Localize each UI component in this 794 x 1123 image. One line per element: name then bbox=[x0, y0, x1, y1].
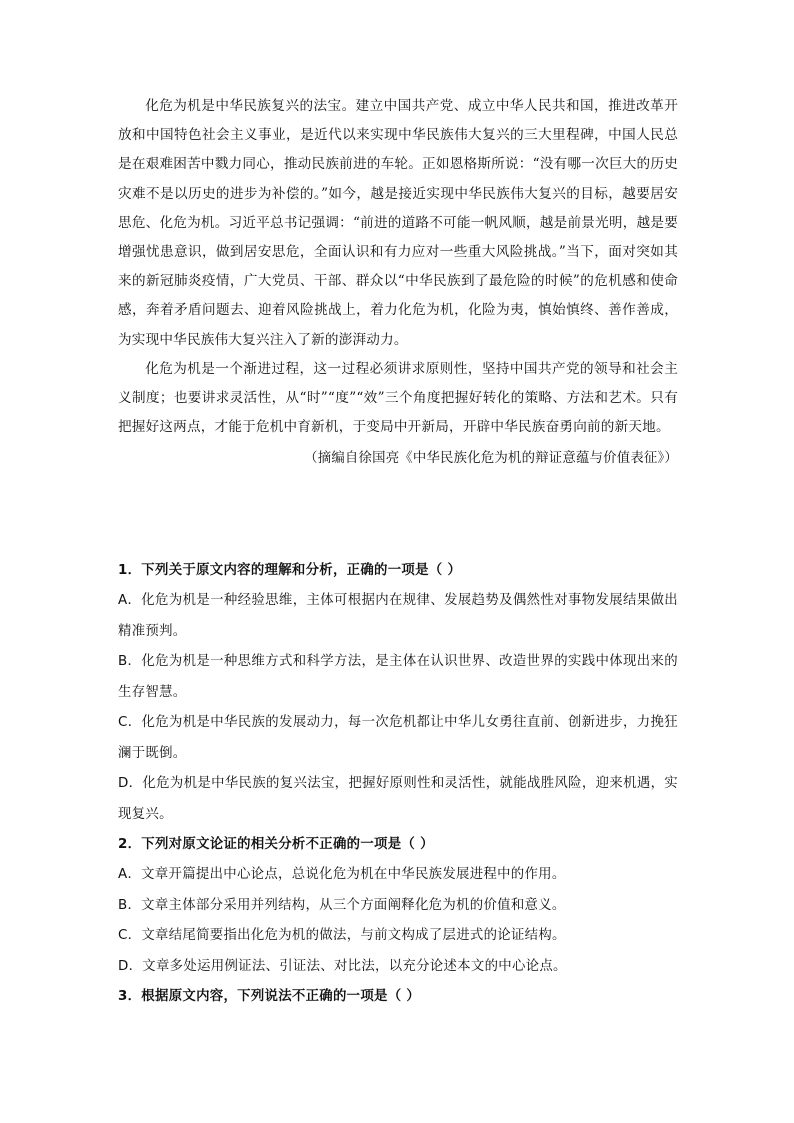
question-option-c: C．化危为机是中华民族的发展动力，每一次危机都让中华儿女勇往直前、创新进步，力挽狂澜于既倒。 bbox=[118, 715, 678, 761]
reading-passage bbox=[118, 92, 678, 473]
question-option-c: C．文章结尾简要指出化危为机的做法，与前文构成了层进式的论证结构。 bbox=[118, 928, 566, 943]
question-1 bbox=[118, 556, 678, 830]
question-option-d: D．文章多处运用例证法、引证法、对比法，以充分论述本文的中心论点。 bbox=[118, 958, 567, 974]
question-2 bbox=[118, 830, 678, 982]
question-option-b: B．化危为机是一种思维方式和科学方法，是主体在认识世界、改造世界的实践中体现出来的生存智慧。 bbox=[118, 654, 678, 700]
passage-paragraph-2: 化危为机是一个渐进过程，这一过程必须讲求原则性，坚持中国共产党的领导和社会主义制度；也要讲求灵活性，从“时”“度”“效”三个角度把握好转化的策略、方法和艺术。只有把握好这两点，才能于危机中育新机，于变局中开新局，开辟中华民族奋勇向前的新天地。 bbox=[118, 360, 678, 436]
question-option-b: B．文章主体部分采用并列结构，从三个方面阐释化危为机的价值和意义。 bbox=[118, 897, 566, 913]
passage-paragraph-1: 化危为机是中华民族复兴的法宝。建立中国共产党、成立中华人民共和国，推进改革开放和中国特色社会主义事业，是近代以来实现中华民族伟大复兴的三大里程碑，中国人民总是在艰难困苦中戮力同心，推动民族前进的车轮。正如恩格斯所说：“没有哪一次巨大的历史灾难不是以历史的进步为补偿的。”如今，越是接近实现中华民族伟大复兴的目标，越要居安思危、化危为机。习近平总书记强调：“前进的道路不可能一帆风顺，越是前景光明，越是要增强忧患意识，做到居安思危，全面认识和有力应对一些重大风险挑战。”当下，面对突如其来的新冠肺炎疫情，广大党员、干部、群众以“中华民族到了最危险的时候”的危机感和使命感，奔着矛盾问题去、迎着风险挑战上，着力化危为机，化险为夷，慎始慎终、善作善成，为实现中华民族伟大复兴注入了新的澎湃动力。 bbox=[118, 98, 678, 348]
question-option-a: A．化危为机是一种经验思维，主体可根据内在规律、发展趋势及偶然性对事物发展结果做出精准预判。 bbox=[118, 593, 678, 639]
question-option-a: A．文章开篇提出中心论点，总说化危为机在中华民族发展进程中的作用。 bbox=[118, 867, 566, 882]
question-title: 2．下列对原文论证的相关分析不正确的一项是（ ） bbox=[118, 837, 434, 852]
question-3 bbox=[118, 982, 678, 1012]
question-list bbox=[118, 556, 678, 1012]
question-option-d: D．化危为机是中华民族的复兴法宝，把握好原则性和灵活性，就能战胜风险，迎来机遇，实现复兴。 bbox=[118, 776, 678, 822]
passage-source: （摘编自徐国亮《中华民族化危为机的辩证意蕴与价值表征》） bbox=[304, 451, 678, 467]
question-title: 1．下列关于原文内容的理解和分析，正确的一项是（ ） bbox=[118, 563, 462, 578]
question-title: 3．根据原文内容，下列说法不正确的一项是（ ） bbox=[118, 989, 421, 1004]
